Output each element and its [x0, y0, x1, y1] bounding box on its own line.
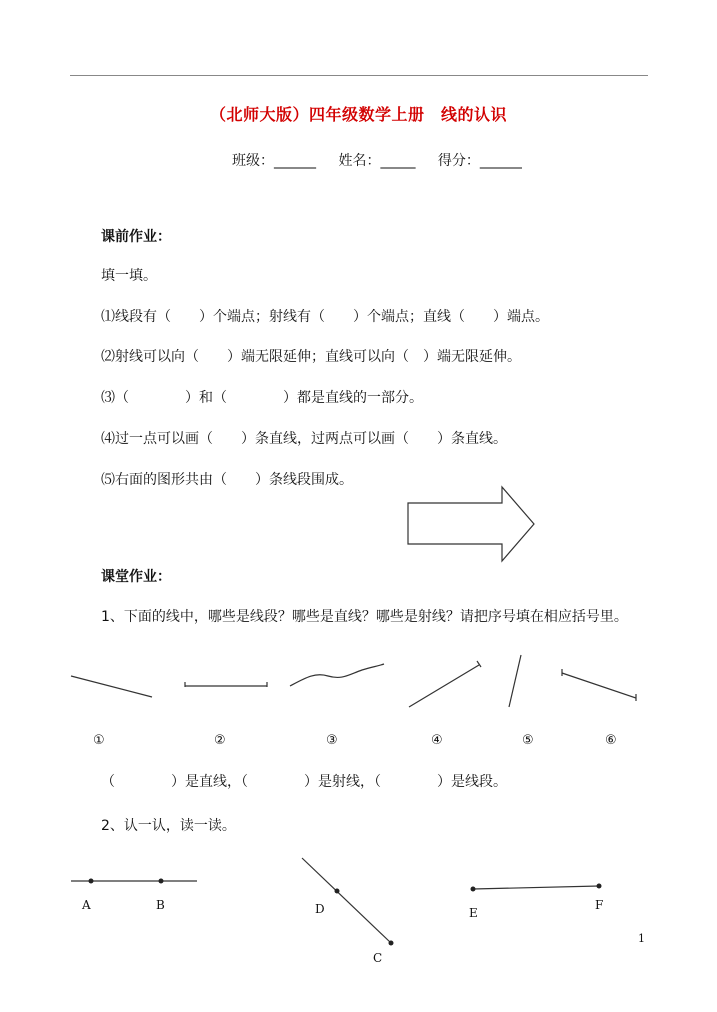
class-field: 班级：______	[232, 153, 316, 169]
score-field: 得分：______	[437, 153, 522, 169]
page-number: 1	[638, 932, 645, 945]
task-2-prompt: 2、认一认，读一读。	[101, 818, 236, 834]
line-figure-6	[562, 669, 636, 701]
line-label-1: ①	[93, 733, 105, 748]
line-figure-3	[290, 664, 384, 686]
task-1-prompt: 1、下面的线中，哪些是线段？哪些是直线？哪些是射线？请把序号填在相应括号里。	[101, 609, 628, 625]
inclass-heading: 课堂作业：	[101, 569, 171, 585]
point-label-F: F	[595, 898, 604, 912]
point-label-D: D	[315, 902, 325, 916]
line-label-5: ⑤	[522, 733, 534, 748]
segment-EF-figure	[471, 884, 602, 892]
point-label-E: E	[469, 906, 478, 920]
line-AB-figure	[71, 879, 197, 884]
line-label-2: ②	[214, 733, 226, 748]
line-figure-5	[509, 655, 521, 707]
line-figure-1	[71, 676, 152, 697]
line-label-3: ③	[326, 733, 338, 748]
question-2: ⑵射线可以向（ ）端无限延伸；直线可以向（ ）端无限延伸。	[101, 349, 521, 365]
line-label-6: ⑥	[605, 733, 617, 748]
arrow-figure	[408, 487, 534, 561]
line-label-4: ④	[431, 733, 443, 748]
question-3: ⑶（ ）和（ ）都是直线的一部分。	[101, 390, 423, 406]
fill-prompt: 填一填。	[101, 268, 157, 284]
task-1-answer-line: （ ）是直线，（ ）是射线，（ ）是线段。	[101, 774, 507, 790]
point-label-C: C	[373, 951, 383, 965]
name-field: 姓名：_____	[338, 153, 416, 169]
line-figure-4	[409, 661, 481, 707]
preclass-heading: 课前作业：	[101, 229, 171, 245]
point-label-A: A	[82, 898, 91, 912]
question-1: ⑴线段有（ ）个端点；射线有（ ）个端点；直线（ ）端点。	[101, 309, 549, 325]
line-figure-2	[185, 682, 267, 687]
point-label-B: B	[156, 898, 165, 912]
question-5: ⑸右面的图形共由（ ）条线段围成。	[101, 472, 353, 488]
question-4: ⑷过一点可以画（ ）条直线，过两点可以画（ ）条直线。	[101, 431, 507, 447]
page-title: （北师大版）四年级数学上册 线的认识	[209, 105, 507, 124]
